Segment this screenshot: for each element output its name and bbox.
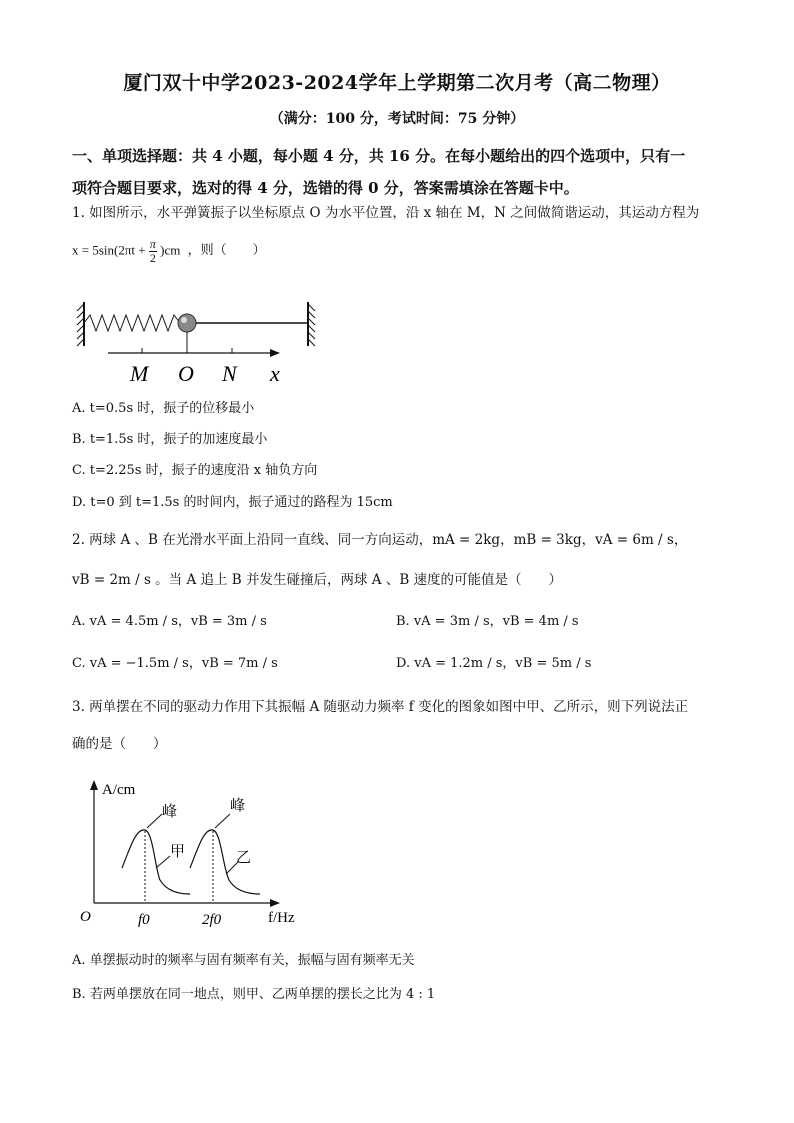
label-m: M [130,361,149,386]
ball-highlight [181,317,187,323]
question-1-option-a: A. t=0.5s 时，振子的位移最小 [72,401,255,416]
question-2-option-c: C. vA = −1.5m / s，vB = 7m / s [72,656,278,671]
label-x: x [270,361,280,386]
spring-oscillator-figure [72,290,322,390]
f-axis-arrow [270,899,280,907]
tick-f0: f0 [138,912,150,928]
question-2-option-b: B. vA = 3m / s，vB = 4m / s [396,614,579,629]
formula-left: x = 5sin(2πt + [72,242,146,258]
question-1-tail: ，则（ ） [187,242,266,258]
x-axis-label: f/Hz [268,910,295,926]
label-o: O [178,361,194,386]
origin-label: O [80,909,91,925]
question-2-option-a: A. vA = 4.5m / s，vB = 3m / s [72,614,267,629]
question-1-option-b: B. t=1.5s 时，振子的加速度最小 [72,432,268,447]
tick-2f0: 2f0 [202,912,222,928]
page-title: 厦门双十中学2023-2024学年上学期第二次月考（高二物理） [123,72,671,94]
formula-fraction [149,238,157,265]
curve-yi-label: 乙 [236,850,252,866]
peak-label-1: 峰 [162,804,178,820]
exam-info: （满分：100 分，考试时间：75 分钟） [269,111,525,127]
question-1-option-c: C. t=2.25s 时，振子的速度沿 x 轴负方向 [72,463,318,478]
question-2-line-1: 2. 两球 A 、B 在光滑水平面上沿同一直线、同一方向运动，mA = 2kg，mB = 3kg，vA = 6m / s， [72,532,688,548]
right-wall-hatch [308,304,315,346]
formula-right: )cm [160,242,181,258]
label-n: N [222,361,237,386]
question-1-formula [72,238,266,265]
curve-jia-label: 甲 [170,844,186,860]
section-line-1: 一、单项选择题：共 4 小题，每小题 4 分，共 16 分。在每小题给出的四个选项中，只有一 [72,147,686,165]
fraction-numerator: π [149,237,156,251]
peak-pointer-1 [147,814,162,828]
y-axis-label: A/cm [102,782,136,798]
question-3-line-1: 3. 两单摆在不同的驱动力作用下其振幅 A 随驱动力频率 f 变化的图象如图中甲、乙所示，则下列说法正 [72,699,689,715]
y-axis-arrow [90,780,98,790]
resonance-graph [72,776,312,936]
question-3-option-b: B. 若两单摆放在同一地点，则甲、乙两单摆的摆长之比为 4 : 1 [72,987,436,1002]
curve-jia-pointer [156,856,170,868]
question-2-option-d: D. vA = 1.2m / s，vB = 5m / s [396,656,592,671]
question-3-line-2: 确的是（ ） [72,736,167,752]
peak-label-2: 峰 [230,798,246,814]
question-1-option-d: D. t=0 到 t=1.5s 的时间内，振子通过的路程为 15cm [72,495,393,510]
curve-jia [122,830,190,894]
question-2-line-2: vB = 2m / s 。当 A 追上 B 并发生碰撞后，两球 A 、B 速度的可能值是（ ） [72,572,563,588]
fraction-denominator: 2 [149,251,156,265]
oscillator-ball [178,314,196,332]
left-wall-hatch [77,304,84,346]
peak-pointer-2 [215,814,230,828]
question-1-stem: 1. 如图所示，水平弹簧振子以坐标原点 O 为水平位置，沿 x 轴在 M，N 之间做简谐运动，其运动方程为 [72,205,700,221]
section-heading [72,140,722,204]
spring [84,315,180,331]
section-line-2: 项符合题目要求，选对的得 4 分，选错的得 0 分，答案需填涂在答题卡中。 [72,179,579,197]
question-3-option-a: A. 单摆振动时的频率与固有频率有关，振幅与固有频率无关 [72,953,415,968]
x-axis-arrow [270,349,280,357]
